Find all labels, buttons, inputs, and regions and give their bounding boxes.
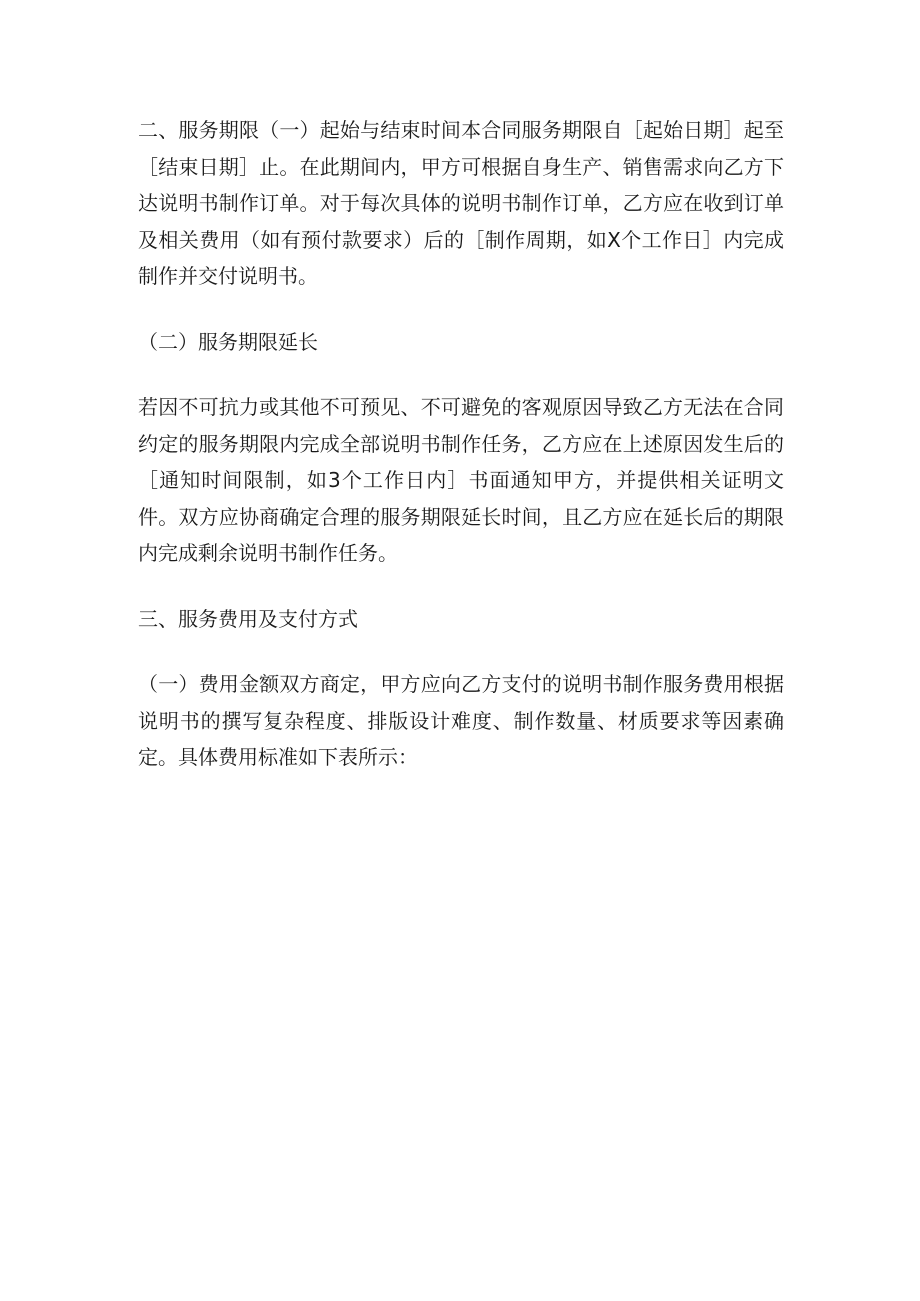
heading-term-extension: （二）服务期限延长: [138, 329, 318, 354]
paragraph-service-term: 二、服务期限（一）起始与结束时间本合同服务期限自［起始日期］起至［结束日期］止。在此期间内，甲方可根据自身生产、销售需求向乙方下达说明书制作订单。对于每次具体的说明书制作订单，乙方应在收到订单及相关费用（如有预付款要求）后的［制作周期，如X个工作日］内完成制作并交付说明书。: [138, 118, 784, 288]
document-body: [138, 112, 784, 776]
paragraph-spacer: [138, 572, 784, 601]
heading-fees-payment: 三、服务费用及支付方式: [138, 606, 358, 631]
paragraph-fee-amount: （一）费用金额双方商定，甲方应向乙方支付的说明书制作服务费用根据说明书的撰写复杂程度、排版设计难度、制作数量、材质要求等因素确定。具体费用标准如下表所示：: [138, 672, 784, 769]
paragraph-spacer: [138, 295, 784, 324]
paragraph-spacer: [138, 360, 784, 389]
paragraph-spacer: [138, 637, 784, 666]
paragraph-term-extension: 若因不可抗力或其他不可预见、不可避免的客观原因导致乙方无法在合同约定的服务期限内完成全部说明书制作任务，乙方应在上述原因发生后的［通知时间限制，如3个工作日内］书面通知甲方，并提供相关证明文件。双方应协商确定合理的服务期限延长时间，且乙方应在延长后的期限内完成剩余说明书制作任务。: [138, 395, 784, 565]
